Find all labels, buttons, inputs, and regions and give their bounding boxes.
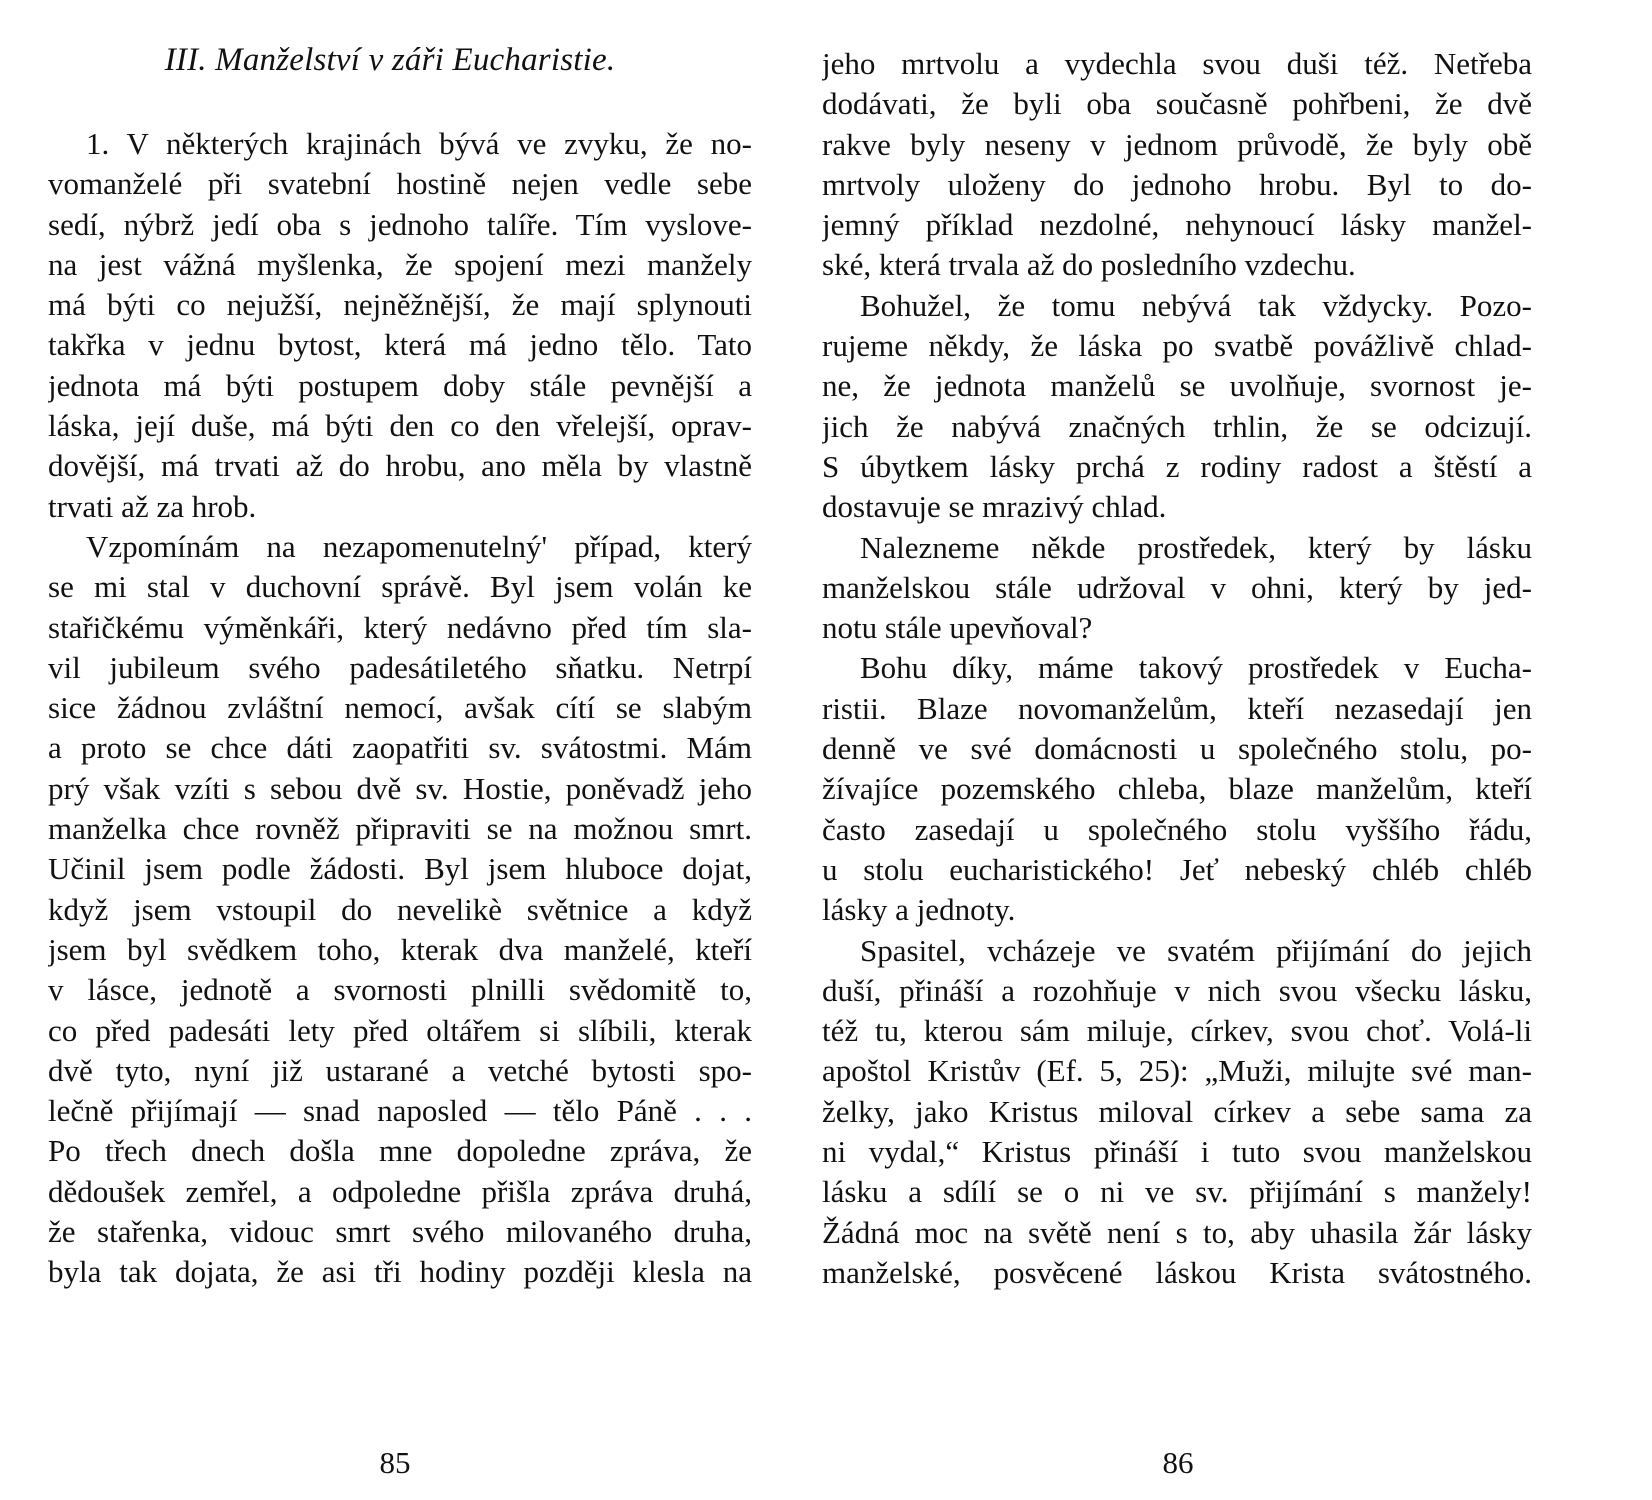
text-line: u stolu eucharistického! Jeť nebeský chléb chléb xyxy=(822,851,1532,887)
right-page xyxy=(800,0,1652,1500)
text-line: často zasedají u společného stolu vyššího řádu, xyxy=(822,811,1532,847)
text-line: notu stále upevňoval? xyxy=(822,610,1093,646)
text-line: dvě tyto, nyní již ustarané a vetché bytosti spo- xyxy=(48,1052,752,1088)
text-line: takřka v jednu bytost, která má jedno tělo. Tato xyxy=(48,327,752,363)
text-line: jeho mrtvolu a vydechla svou duši též. Netřeba xyxy=(822,46,1532,81)
text-line: apoštol Kristův (Ef. 5, 25): „Muži, milujte své man- xyxy=(822,1053,1532,1089)
text-line: jemný příklad nezdolné, nehynoucí lásky manžel- xyxy=(822,207,1532,243)
text-line: ské, která trvala až do posledního vzdechu. xyxy=(822,247,1356,283)
text-line: Nalezneme někde prostředek, který by lásku xyxy=(860,529,1532,565)
text-line: jednota má býti postupem doby stále pevnější a xyxy=(48,367,752,403)
text-line: byla tak dojata, že asi tři hodiny později klesla na xyxy=(48,1254,752,1290)
text-line: láska, její duše, má býti den co den vřelejší, oprav- xyxy=(48,408,752,444)
text-line: Učinil jsem podle žádosti. Byl jsem hluboce dojat, xyxy=(48,851,752,887)
text-line: trvati až za hrob. xyxy=(48,488,257,524)
text-line: Spasitel, vcházeje ve svatém přijímání do jejich xyxy=(860,932,1532,968)
text-line: manželské, posvěcené láskou Krista svátostného. xyxy=(822,1254,1532,1290)
text-line: denně ve své domácnosti u společného stolu, po- xyxy=(822,731,1532,767)
text-line: lečně přijímají — snad naposled — tělo Páně . . . xyxy=(48,1093,752,1129)
text-line: Bohu díky, máme takový prostředek v Eucha- xyxy=(860,650,1532,686)
text-line: 1. V některých krajinách bývá ve zvyku, že no- xyxy=(86,126,752,161)
text-line: na jest vážná myšlenka, že spojení mezi manžely xyxy=(48,246,752,282)
text-line: žívajíce pozemského chleba, blaze manželům, kteří xyxy=(822,771,1532,807)
text-line: mrtvoly uloženy do jednoho hrobu. Byl to do- xyxy=(822,166,1532,202)
text-line: želky, jako Kristus miloval církev a sebe sama za xyxy=(822,1093,1532,1129)
text-line: Bohužel, že tomu nebývá tak vždycky. Pozo- xyxy=(860,287,1532,323)
text-line: Vzpomínám na nezapomenutelný' případ, který xyxy=(86,528,752,564)
text-line: prý však vzíti s sebou dvě sv. Hostie, poněvadž jeho xyxy=(48,770,752,806)
text-line: jsem byl svědkem toho, kterak dva manželé, kteří xyxy=(48,931,752,967)
text-line: též tu, kterou sám miluje, církev, svou choť. Volá-li xyxy=(822,1013,1532,1049)
text-line: stařičkému výměnkáři, který nedávno před tím sla- xyxy=(48,609,752,645)
text-line: lásky a jednoty. xyxy=(822,892,1016,928)
text-line: dodávati, že byli oba současně pohřbeni, že dvě xyxy=(822,86,1532,122)
right-page-text xyxy=(822,44,1532,1293)
text-line: vil jubileum svého padesátiletého sňatku. Netrpí xyxy=(48,649,752,685)
text-line: sice žádnou zvláštní nemocí, avšak cítí se slabým xyxy=(48,690,752,726)
text-line: že stařenka, vidouc smrt svého milovaného druha, xyxy=(48,1214,752,1250)
left-page-text xyxy=(48,124,752,1293)
text-line: manželskou stále udržoval v ohni, který by jed- xyxy=(822,569,1532,605)
chapter-title: III. Manželství v záři Eucharistie. xyxy=(164,42,616,78)
text-line: vomanželé při svatební hostině nejen vedle sebe xyxy=(48,166,752,202)
text-line: duší, přináší a rozohňuje v nich svou všecku lásku, xyxy=(822,972,1532,1008)
text-line: rujeme někdy, že láska po svatbě povážlivě chlad- xyxy=(822,328,1532,364)
text-line: lásku a sdílí se o ni ve sv. přijímání s manžely! xyxy=(822,1174,1532,1210)
text-line: S úbytkem lásky prchá z rodiny radost a štěstí a xyxy=(822,448,1532,484)
text-line: dovější, má trvati až do hrobu, ano měla by vlastně xyxy=(48,448,752,484)
text-line: dostavuje se mrazivý chlad. xyxy=(822,489,1167,525)
text-line: ne, že jednota manželů se uvolňuje, svornost je- xyxy=(822,368,1532,404)
text-line: manželka chce rovněž připraviti se na možnou smrt. xyxy=(48,811,752,847)
page-number: 85 xyxy=(379,1445,411,1480)
text-line: co před padesáti lety před oltářem si slíbili, kterak xyxy=(48,1012,752,1048)
text-line: Po třech dnech došla mne dopoledne zpráva, že xyxy=(48,1133,752,1169)
text-line: ristii. Blaze novomanželům, kteří nezasedají jen xyxy=(822,690,1532,726)
text-line: jich že nabývá značných trhlin, že se odcizují. xyxy=(822,408,1532,444)
text-line: Žádná moc na světě není s to, aby uhasila žár lásky xyxy=(822,1214,1532,1250)
text-line: a proto se chce dáti zaopatřiti sv. svátostmi. Mám xyxy=(48,730,752,766)
text-line: ni vydal,“ Kristus přináší i tuto svou manželskou xyxy=(822,1134,1532,1170)
page-number: 86 xyxy=(1162,1445,1194,1480)
left-page xyxy=(0,0,800,1500)
text-line: sedí, nýbrž jedí oba s jednoho talíře. Tím vyslove- xyxy=(48,206,752,242)
text-line: v lásce, jednotě a svornosti plnilli svědomitě to, xyxy=(48,972,752,1008)
text-line: když jsem vstoupil do nevelikè světnice a když xyxy=(48,891,752,927)
text-line: má býti co nejužší, nejněžnější, že mají splynouti xyxy=(48,287,752,323)
text-line: rakve byly neseny v jednom průvodě, že byly obě xyxy=(822,126,1532,162)
text-line: se mi stal v duchovní správě. Byl jsem volán ke xyxy=(48,569,752,605)
text-line: dědoušek zemřel, a odpoledne přišla zpráva druhá, xyxy=(48,1173,752,1209)
